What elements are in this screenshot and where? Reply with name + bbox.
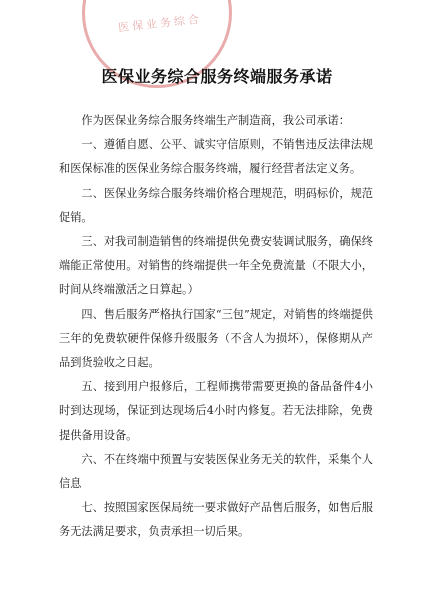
intro-paragraph: 作为医保业务综合服务终端生产制造商，我公司承诺： (81, 114, 350, 127)
commitment-7: 七、按照国家医保局统一要求做好产品售后服务，如售后服务无法满足要求，负责承担一切后果。 (59, 501, 373, 539)
commitment-1: 一、遵循自愿、公平、诚实守信原则，不销售违反法律法规和医保标准的医保业务综合服务终端，履行经营者法定义务。 (59, 138, 373, 176)
seal-text: 医保业务综合 (117, 12, 203, 35)
commitment-2: 二、医保业务综合服务终端价格合理规范，明码标价，规范促销。 (59, 186, 373, 224)
document-body (59, 109, 373, 545)
commitment-4: 四、售后服务严格执行国家“三包”规定，对销售的终端提供三年的免费软硬件保修升级服务（不含人为损坏），保修期从产品到货验收之日起。 (59, 307, 373, 370)
commitment-5: 五、接到用户报修后，工程师携带需要更换的备品备件4小时到达现场，保证到达现场后4小时内修复。若无法排除，免费提供备用设备。 (59, 380, 373, 442)
commitment-3: 三、对我司制造销售的终端提供免费安装调试服务，确保终端能正常使用。对销售的终端提供一年全免费流量（不限大小，时间从终端激活之日算起。） (59, 235, 373, 297)
commitment-6: 六、不在终端中预置与安装医保业务无关的软件，采集个人信息 (59, 452, 373, 491)
document-title: 医保业务综合服务终端服务承诺 (101, 67, 333, 86)
